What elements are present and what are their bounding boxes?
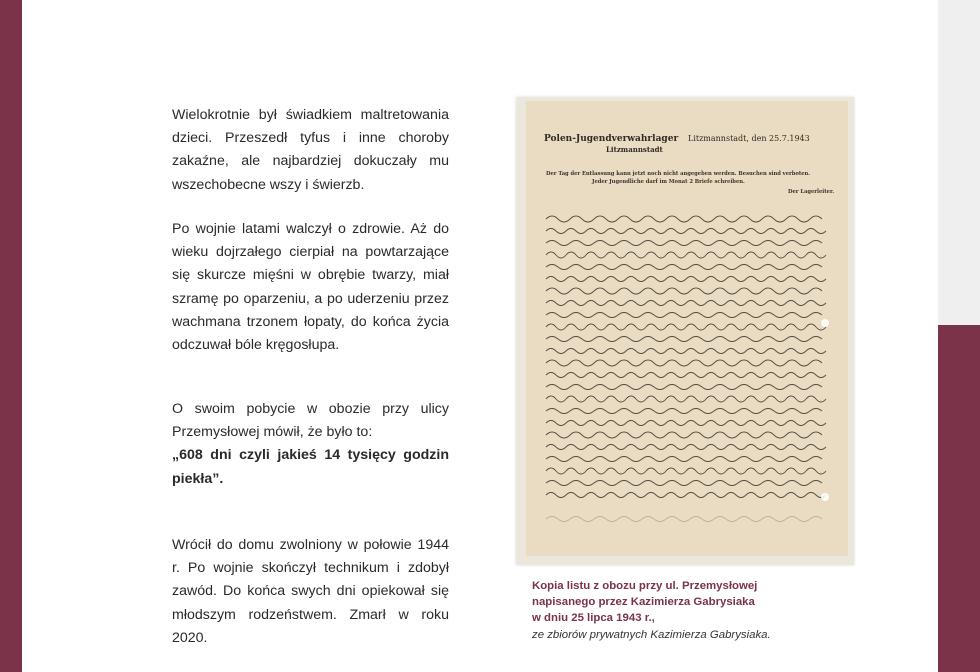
letter-rules-1: Der Tag der Entlassung kann jetzt noch nicht angegeben werden. Besuchen sind verboten.: [546, 171, 811, 177]
paragraph-3: O swoim pobycie w obozie przy ulicy Przemysłowej mówił, że było to:: [172, 401, 449, 441]
caption-line-3: w dniu 25 lipca 1943 r.,: [532, 612, 655, 625]
letter-caption: [532, 578, 832, 643]
paragraph-4: Wrócił do domu zwolniony w połowie 1944 r. Po wojnie skończył technikum i zdobył zawód. Do końca swych dni opiekował się młodszym rodzeństwem. Zmarł w roku 2020.: [172, 537, 449, 646]
letter-paper: [526, 101, 848, 556]
letter-header-left-2: Litzmannstadt: [606, 145, 663, 154]
caption-source: ze zbiorów prywatnych Kazimierza Gabrysiaka.: [532, 628, 771, 641]
body-text-column: [172, 104, 449, 646]
right-accent-bar: [938, 325, 980, 672]
letter-rules-2: Jeder Jugendliche darf im Monat 2 Briefe schreiben.: [592, 179, 745, 185]
letter-photo: [516, 97, 854, 565]
caption-line-2: napisanego przez Kazimierza Gabrysiaka: [532, 596, 755, 609]
punch-hole-top: [821, 319, 829, 327]
letter-scan-illustration: [526, 101, 848, 556]
paragraph-2: Po wojnie latami walczył o zdrowie. Aż do wieku dojrzałego cierpiał na powtarzające się skurcze mięśni w obrębie twarzy, miał szramę po oparzeniu, a po uderzeniu przez wachmana trzonem łopaty, do końca życia odczuwał bóle kręgosłupa.: [172, 221, 449, 354]
paragraph-1: Wielokrotnie był świadkiem maltretowania dzieci. Przeszedł tyfus i inne choroby zakaźne, ale najbardziej dokuczały mu wszechobecne wszy i świerzb.: [172, 107, 449, 193]
left-accent-bar: [0, 0, 22, 672]
paragraph-3-quote: „608 dni czyli jakieś 14 tysięcy godzin piekła”.: [172, 447, 449, 487]
handwriting-lines: [546, 216, 826, 498]
letter-header-left-1: Polen-Jugendverwahrlager: [544, 134, 679, 144]
letter-rules-3: Der Lagerleiter.: [788, 189, 835, 195]
caption-line-1: Kopia listu z obozu przy ul. Przemysłowej: [532, 580, 758, 592]
letter-header-right: Litzmannstadt, den 25.7.1943: [688, 134, 810, 143]
punch-hole-bottom: [821, 493, 829, 501]
faded-handwriting-line: [546, 517, 822, 522]
